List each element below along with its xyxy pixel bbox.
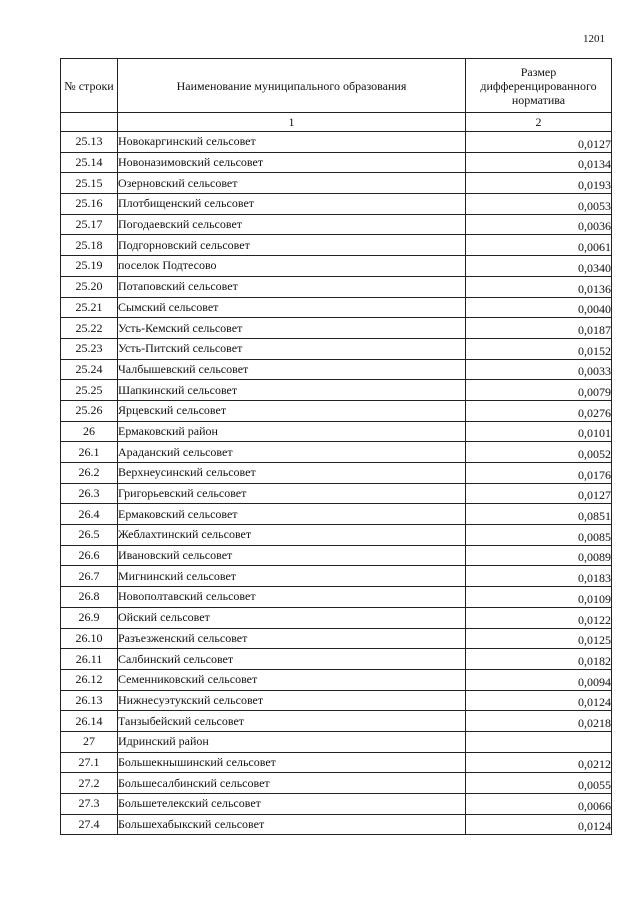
- norm-value-cell: 0,0182: [466, 649, 612, 670]
- norm-value-cell: 0,0127: [466, 132, 612, 153]
- table-row: [61, 380, 612, 401]
- row-number-cell: 26.10: [61, 628, 118, 649]
- norm-value-cell: 0,0124: [466, 690, 612, 711]
- municipality-name-cell: Потаповский сельсовет: [118, 276, 466, 297]
- municipality-name-cell: Усть-Кемский сельсовет: [118, 318, 466, 339]
- municipality-name-cell: Большетелекский сельсовет: [118, 794, 466, 815]
- municipality-name-cell: Сымский сельсовет: [118, 297, 466, 318]
- row-number-cell: 26.4: [61, 504, 118, 525]
- norm-value-cell: 0,0036: [466, 214, 612, 235]
- table-row: [61, 194, 612, 215]
- municipality-name-cell: Мигнинский сельсовет: [118, 566, 466, 587]
- table-row: [61, 152, 612, 173]
- table-row: [61, 132, 612, 153]
- norm-value-cell: 0,0089: [466, 545, 612, 566]
- row-number-cell: 26.2: [61, 463, 118, 484]
- row-number-cell: 27: [61, 731, 118, 752]
- municipality-name-cell: Танзыбейский сельсовет: [118, 711, 466, 732]
- index-cell-num: [61, 113, 118, 132]
- norm-value-cell: 0,0187: [466, 318, 612, 339]
- norm-value-cell: 0,0134: [466, 152, 612, 173]
- table-row: [61, 359, 612, 380]
- row-number-cell: 25.25: [61, 380, 118, 401]
- row-number-cell: 25.14: [61, 152, 118, 173]
- table-row: [61, 752, 612, 773]
- table-body: [61, 132, 612, 835]
- municipality-name-cell: Ермаковский сельсовет: [118, 504, 466, 525]
- norm-value-cell: 0,0127: [466, 483, 612, 504]
- table-row: [61, 442, 612, 463]
- norm-value-cell: 0,0055: [466, 773, 612, 794]
- table-row: [61, 607, 612, 628]
- row-number-cell: 26.14: [61, 711, 118, 732]
- header-municipality-name: Наименование муниципального образования: [118, 59, 466, 113]
- table-row: [61, 545, 612, 566]
- norm-value-cell: 0,0124: [466, 814, 612, 835]
- norm-value-cell: 0,0176: [466, 463, 612, 484]
- table-row: [61, 400, 612, 421]
- table-row: [61, 525, 612, 546]
- row-number-cell: 27.3: [61, 794, 118, 815]
- municipality-name-cell: Семенниковский сельсовет: [118, 669, 466, 690]
- row-number-cell: 25.20: [61, 276, 118, 297]
- municipality-name-cell: Усть-Питский сельсовет: [118, 338, 466, 359]
- table-row: [61, 628, 612, 649]
- norm-value-cell: [466, 731, 612, 752]
- row-number-cell: 26.5: [61, 525, 118, 546]
- row-number-cell: 26.9: [61, 607, 118, 628]
- row-number-cell: 25.19: [61, 256, 118, 277]
- municipality-name-cell: Ивановский сельсовет: [118, 545, 466, 566]
- municipality-name-cell: поселок Подтесово: [118, 256, 466, 277]
- table-row: [61, 235, 612, 256]
- municipality-name-cell: Идринский район: [118, 731, 466, 752]
- municipality-name-cell: Разъезженский сельсовет: [118, 628, 466, 649]
- page-number: 1201: [583, 33, 605, 45]
- norm-value-cell: 0,0851: [466, 504, 612, 525]
- row-number-cell: 25.18: [61, 235, 118, 256]
- norm-value-cell: 0,0122: [466, 607, 612, 628]
- table-row: [61, 814, 612, 835]
- norm-value-cell: 0,0212: [466, 752, 612, 773]
- row-number-cell: 25.15: [61, 173, 118, 194]
- norm-value-cell: 0,0052: [466, 442, 612, 463]
- table-row: [61, 483, 612, 504]
- norm-value-cell: 0,0053: [466, 194, 612, 215]
- norm-table: [60, 58, 612, 835]
- table-row: [61, 318, 612, 339]
- row-number-cell: 25.16: [61, 194, 118, 215]
- norm-value-cell: 0,0079: [466, 380, 612, 401]
- index-cell-name: 1: [118, 113, 466, 132]
- header-norm-size: Размер дифференцированного норматива: [466, 59, 612, 113]
- norm-value-cell: 0,0033: [466, 359, 612, 380]
- index-cell-value: 2: [466, 113, 612, 132]
- table-row: [61, 731, 612, 752]
- table-row: [61, 463, 612, 484]
- municipality-name-cell: Новополтавский сельсовет: [118, 587, 466, 608]
- table-row: [61, 773, 612, 794]
- municipality-name-cell: Большекнышинский сельсовет: [118, 752, 466, 773]
- norm-value-cell: 0,0094: [466, 669, 612, 690]
- row-number-cell: 26.11: [61, 649, 118, 670]
- row-number-cell: 27.1: [61, 752, 118, 773]
- norm-value-cell: 0,0193: [466, 173, 612, 194]
- table-row: [61, 173, 612, 194]
- table-row: [61, 649, 612, 670]
- row-number-cell: 25.13: [61, 132, 118, 153]
- table-row: [61, 794, 612, 815]
- municipality-name-cell: Ермаковский район: [118, 421, 466, 442]
- norm-value-cell: 0,0125: [466, 628, 612, 649]
- municipality-name-cell: Верхнеусинский сельсовет: [118, 463, 466, 484]
- header-row-number: № строки: [61, 59, 118, 113]
- row-number-cell: 25.24: [61, 359, 118, 380]
- municipality-name-cell: Новоназимовский сельсовет: [118, 152, 466, 173]
- municipality-name-cell: Нижнесуэтукский сельсовет: [118, 690, 466, 711]
- norm-value-cell: 0,0109: [466, 587, 612, 608]
- municipality-name-cell: Большехабыкский сельсовет: [118, 814, 466, 835]
- table-row: [61, 587, 612, 608]
- row-number-cell: 26.6: [61, 545, 118, 566]
- norm-value-cell: 0,0101: [466, 421, 612, 442]
- municipality-name-cell: Ойский сельсовет: [118, 607, 466, 628]
- row-number-cell: 25.26: [61, 400, 118, 421]
- municipality-name-cell: Ярцевский сельсовет: [118, 400, 466, 421]
- row-number-cell: 26.8: [61, 587, 118, 608]
- table-row: [61, 504, 612, 525]
- row-number-cell: 25.23: [61, 338, 118, 359]
- row-number-cell: 26: [61, 421, 118, 442]
- municipality-name-cell: Погодаевский сельсовет: [118, 214, 466, 235]
- norm-value-cell: 0,0040: [466, 297, 612, 318]
- row-number-cell: 25.22: [61, 318, 118, 339]
- norm-value-cell: 0,0276: [466, 400, 612, 421]
- norm-value-cell: 0,0340: [466, 256, 612, 277]
- table-index-row: [61, 113, 612, 132]
- row-number-cell: 26.12: [61, 669, 118, 690]
- row-number-cell: 25.21: [61, 297, 118, 318]
- norm-value-cell: 0,0183: [466, 566, 612, 587]
- norm-value-cell: 0,0136: [466, 276, 612, 297]
- municipality-name-cell: Новокаргинский сельсовет: [118, 132, 466, 153]
- municipality-name-cell: Чалбышевский сельсовет: [118, 359, 466, 380]
- norm-value-cell: 0,0152: [466, 338, 612, 359]
- table-row: [61, 276, 612, 297]
- municipality-name-cell: Озерновский сельсовет: [118, 173, 466, 194]
- table-row: [61, 297, 612, 318]
- norm-value-cell: 0,0085: [466, 525, 612, 546]
- table-row: [61, 214, 612, 235]
- municipality-name-cell: Григорьевский сельсовет: [118, 483, 466, 504]
- municipality-name-cell: Плотбищенский сельсовет: [118, 194, 466, 215]
- table-header-row: [61, 59, 612, 113]
- norm-value-cell: 0,0061: [466, 235, 612, 256]
- municipality-name-cell: Салбинский сельсовет: [118, 649, 466, 670]
- table-row: [61, 421, 612, 442]
- row-number-cell: 27.2: [61, 773, 118, 794]
- row-number-cell: 26.7: [61, 566, 118, 587]
- norm-value-cell: 0,0218: [466, 711, 612, 732]
- row-number-cell: 26.13: [61, 690, 118, 711]
- table-row: [61, 711, 612, 732]
- table-row: [61, 338, 612, 359]
- municipality-name-cell: Подгорновский сельсовет: [118, 235, 466, 256]
- table-row: [61, 566, 612, 587]
- row-number-cell: 27.4: [61, 814, 118, 835]
- row-number-cell: 26.1: [61, 442, 118, 463]
- municipality-name-cell: Араданский сельсовет: [118, 442, 466, 463]
- norm-value-cell: 0,0066: [466, 794, 612, 815]
- table-row: [61, 669, 612, 690]
- row-number-cell: 26.3: [61, 483, 118, 504]
- municipality-name-cell: Шапкинский сельсовет: [118, 380, 466, 401]
- table-row: [61, 256, 612, 277]
- table-row: [61, 690, 612, 711]
- row-number-cell: 25.17: [61, 214, 118, 235]
- municipality-name-cell: Жеблахтинский сельсовет: [118, 525, 466, 546]
- municipality-name-cell: Большесалбинский сельсовет: [118, 773, 466, 794]
